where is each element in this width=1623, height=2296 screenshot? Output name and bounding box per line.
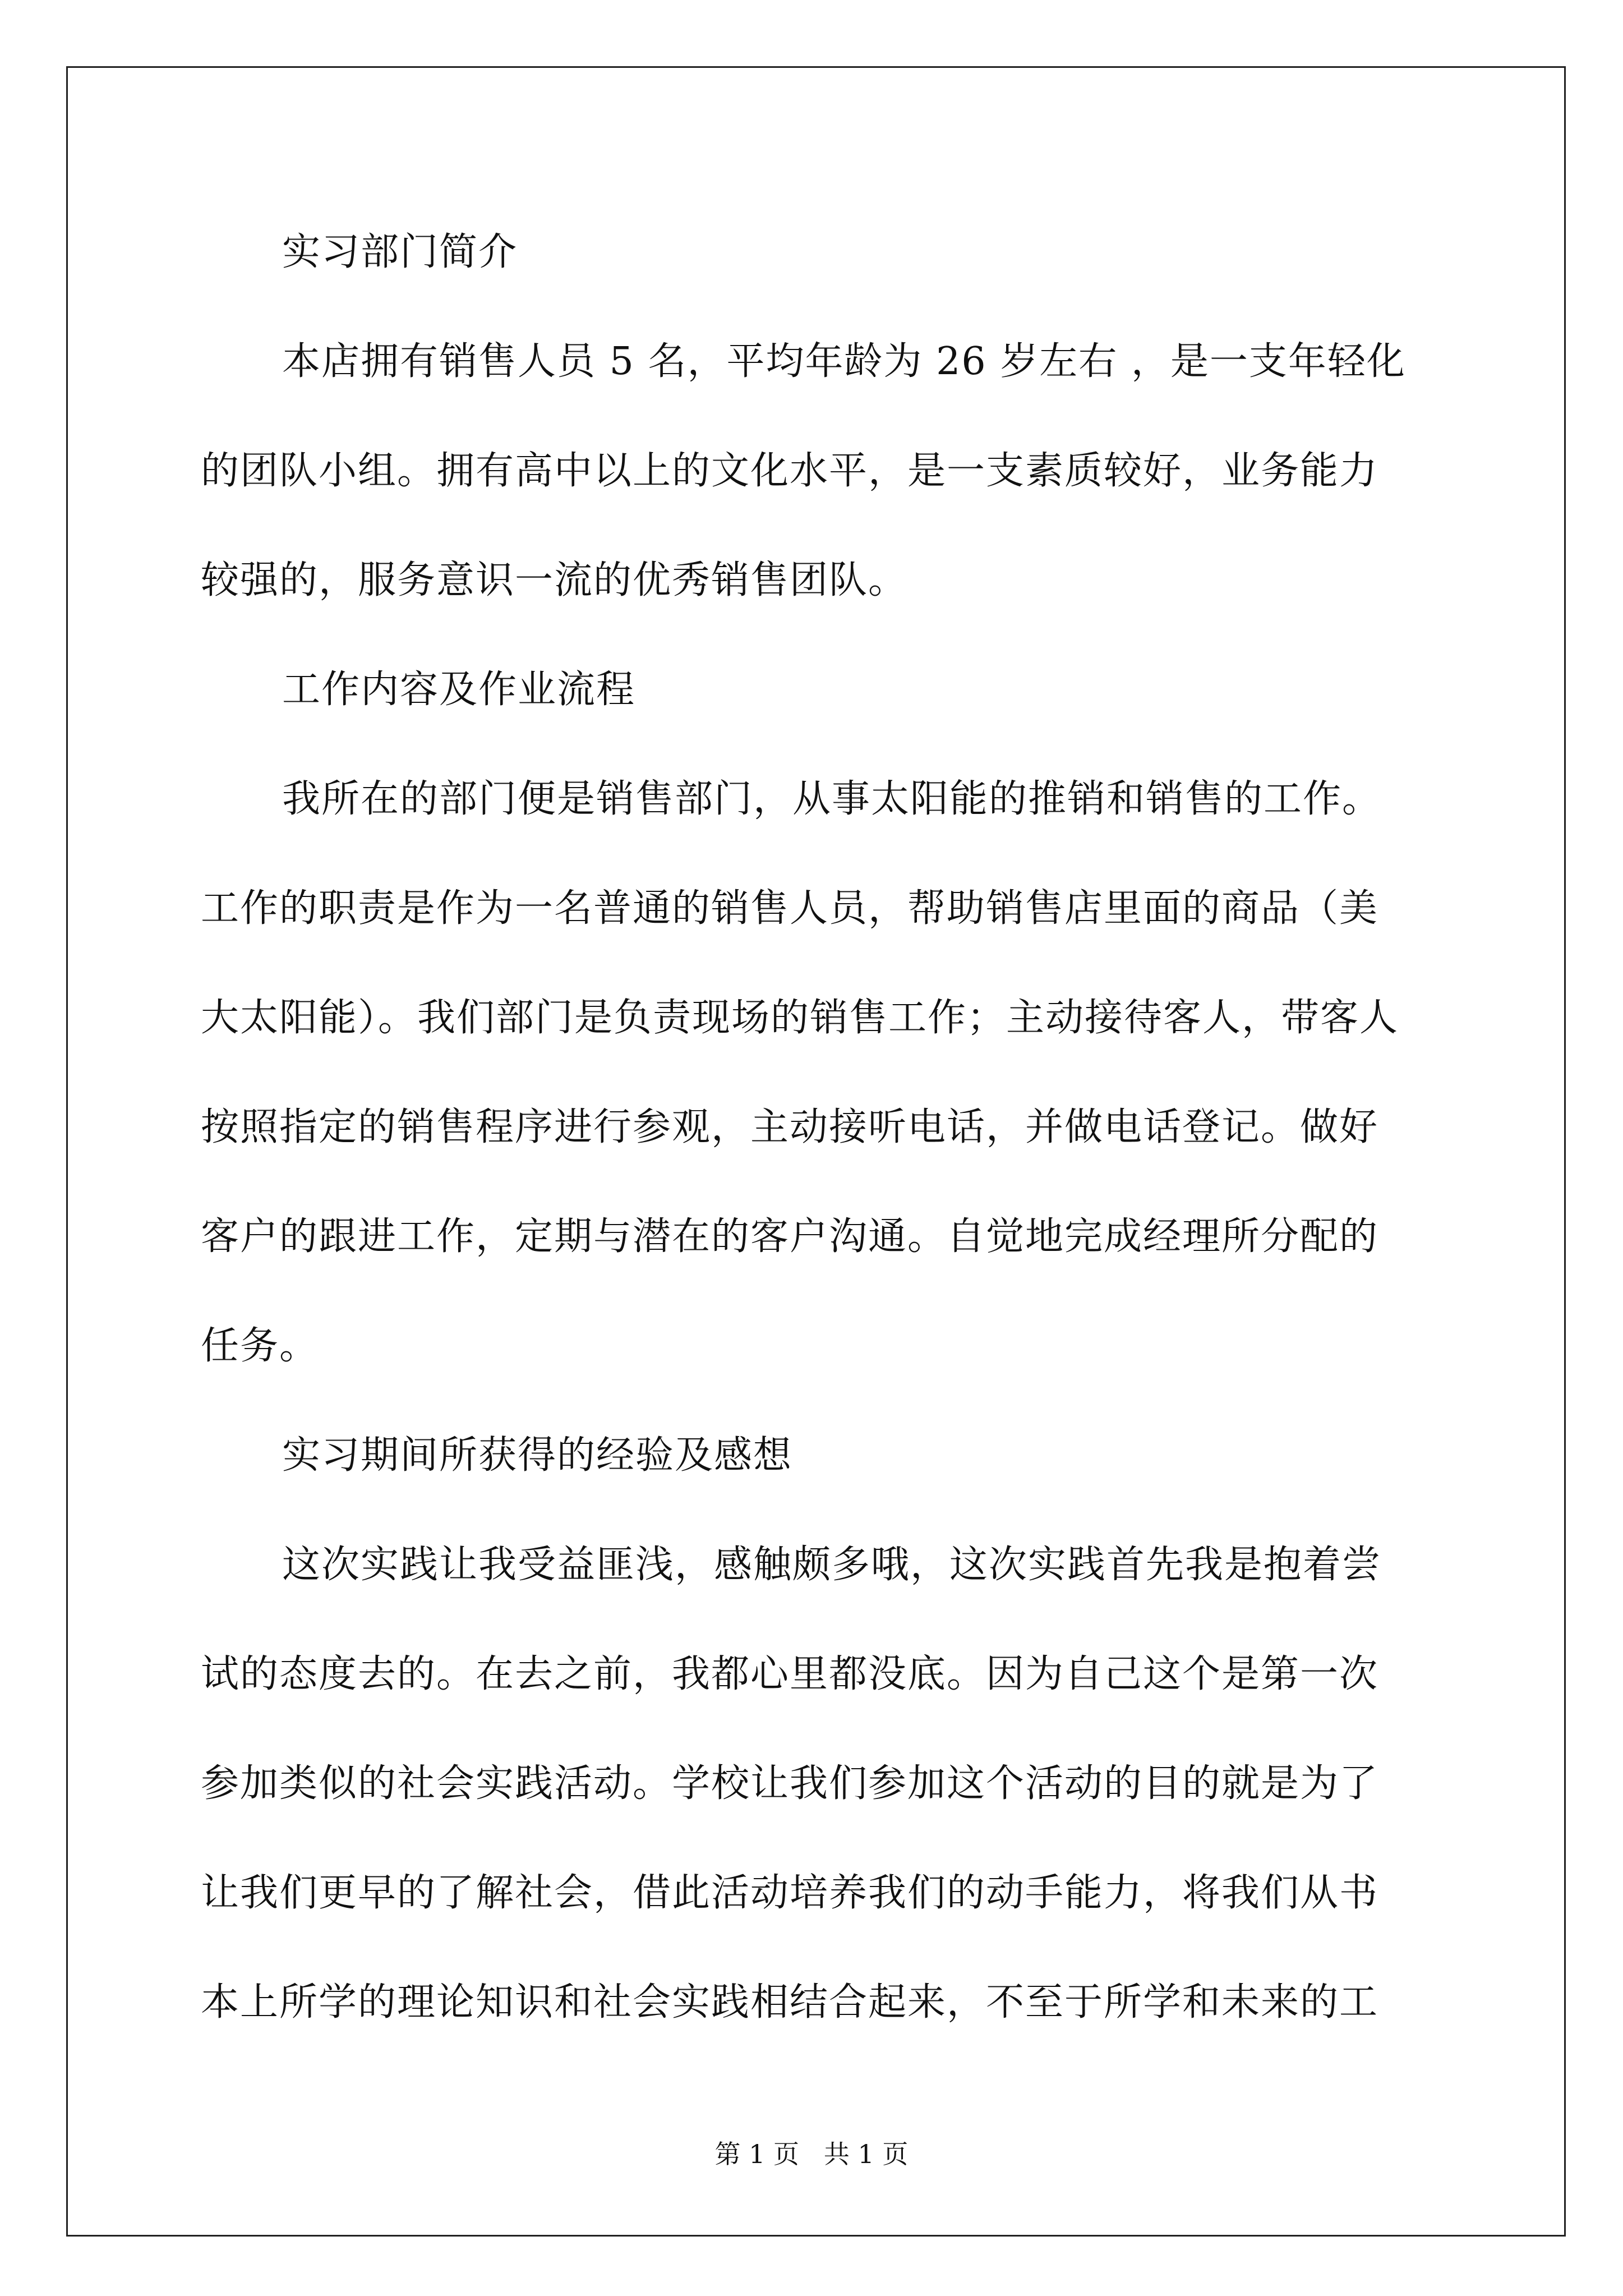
paragraph-line: 试的态度去的。在去之前，我都心里都没底。因为自己这个是第一次 (201, 1652, 1379, 1696)
section-heading-experience: 实习期间所获得的经验及感想 (282, 1433, 793, 1478)
paragraph-line: 的团队小组。拥有高中以上的文化水平，是一支素质较好，业务能力 (201, 449, 1379, 493)
paragraph-line: 让我们更早的了解社会，借此活动培养我们的动手能力，将我们从书 (201, 1871, 1379, 1915)
paragraph-line: 工作的职责是作为一名普通的销售人员，帮助销售店里面的商品（美 (201, 886, 1379, 931)
section-heading-department: 实习部门简介 (282, 230, 518, 274)
page-number-footer: 第 1 页 共 1 页 (714, 2139, 909, 2169)
paragraph-line: 较强的，服务意识一流的优秀销售团队。 (201, 558, 908, 602)
paragraph-line: 任务。 (201, 1324, 319, 1368)
paragraph-line: 大太阳能）。我们部门是负责现场的销售工作；主动接待客人，带客人 (201, 996, 1399, 1040)
paragraph-line: 本上所学的理论知识和社会实践相结合起来，不至于所学和未来的工 (201, 1980, 1379, 2024)
paragraph-line: 参加类似的社会实践活动。学校让我们参加这个活动的目的就是为了 (201, 1761, 1379, 1806)
paragraph-line: 按照指定的销售程序进行参观，主动接听电话，并做电话登记。做好 (201, 1105, 1379, 1149)
paragraph-line: 本店拥有销售人员 5 名，平均年龄为 26 岁左右 ，是一支年轻化 (282, 339, 1406, 384)
section-heading-work: 工作内容及作业流程 (282, 668, 636, 712)
paragraph-line: 我所在的部门便是销售部门，从事太阳能的推销和销售的工作。 (282, 777, 1382, 821)
paragraph-line: 这次实践让我受益匪浅，感触颇多哦，这次实践首先我是抱着尝 (282, 1543, 1382, 1587)
paragraph-line: 客户的跟进工作，定期与潜在的客户沟通。自觉地完成经理所分配的 (201, 1214, 1379, 1259)
